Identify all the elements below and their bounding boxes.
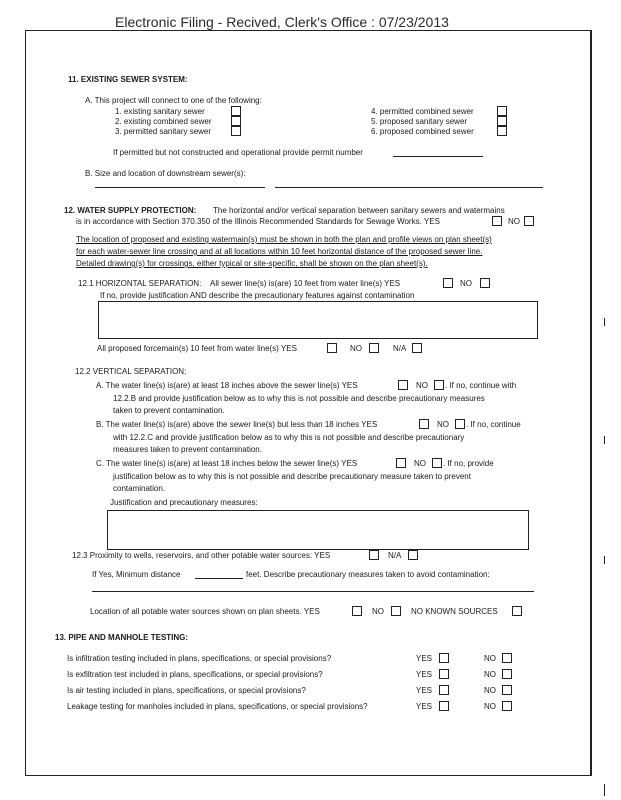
s12-2-c-yes-checkbox[interactable] xyxy=(396,458,406,468)
s12-3-na-checkbox[interactable] xyxy=(408,550,418,560)
s11-b-label: B. Size and location of downstream sewer(s): xyxy=(85,169,246,178)
forcemain-na-checkbox[interactable] xyxy=(412,343,422,353)
air-testing-no-label: NO xyxy=(484,686,496,695)
s12-2-c-no-checkbox[interactable] xyxy=(432,458,442,468)
air-testing-question: Is air testing included in plans, specifications, or special provisions? xyxy=(67,686,306,695)
s12-2-a-question: A. The water line(s) is(are) at least 18 inches above the sewer line(s) YES xyxy=(96,381,358,390)
s12-intro-2: is in accordance with Section 370.350 of the Illinois Recommended Standards for Sewage Works. YES xyxy=(76,217,440,226)
s12-1-yes-checkbox[interactable] xyxy=(443,278,453,288)
s12-1-if-no: If no, provide justification AND describe the precautionary features against contamination xyxy=(100,291,415,300)
s11-option-5-checkbox[interactable] xyxy=(497,116,507,126)
exfiltration-yes-checkbox[interactable] xyxy=(439,669,449,679)
permit-number-field[interactable] xyxy=(393,156,483,157)
s11-option-2-checkbox[interactable] xyxy=(231,116,241,126)
manhole-leakage-no-label: NO xyxy=(484,702,496,711)
potable-no-label: NO xyxy=(372,607,384,616)
s11-option-1-checkbox[interactable] xyxy=(231,106,241,116)
s12-2-c-line2: justification below as to why this is not possible and describe precautionary measure taken to prevent xyxy=(113,472,471,481)
s11-option-4: 4. permitted combined sewer xyxy=(371,107,474,116)
min-distance-field[interactable] xyxy=(195,578,243,579)
infiltration-no-checkbox[interactable] xyxy=(502,653,512,663)
s12-2-b-no-label: NO xyxy=(437,420,449,429)
air-testing-yes-checkbox[interactable] xyxy=(439,685,449,695)
vertical-justification-box[interactable] xyxy=(107,510,529,550)
precaution-field[interactable] xyxy=(92,591,534,592)
no-known-sources-checkbox[interactable] xyxy=(512,606,522,616)
s12-2-b-line3: measures taken to prevent contamination. xyxy=(113,445,262,454)
s12-1-title: 12.1 HORIZONTAL SEPARATION: xyxy=(78,279,202,288)
scan-mark xyxy=(604,436,605,444)
potable-location-question: Location of all potable water sources shown on plan sheets. YES xyxy=(90,607,320,616)
infiltration-question: Is infiltration testing included in plans, specifications, or special provisions? xyxy=(67,654,332,663)
exfiltration-no-label: NO xyxy=(484,670,496,679)
manhole-leakage-no-checkbox[interactable] xyxy=(502,701,512,711)
s12-2-a-no-label: NO xyxy=(416,381,428,390)
s12-3-yes-checkbox[interactable] xyxy=(369,550,379,560)
forcemain-no-label: NO xyxy=(350,344,362,353)
s12-2-c-question: C. The water line(s) is(are) at least 18 inches below the sewer line(s) YES xyxy=(96,459,358,468)
s12-2-b-question: B. The water line(s) is(are) above the sewer line(s) but less than 18 inches YES xyxy=(96,420,378,429)
forcemain-yes-checkbox[interactable] xyxy=(327,343,337,353)
potable-no-checkbox[interactable] xyxy=(391,606,401,616)
s12-2-a-no-checkbox[interactable] xyxy=(434,380,444,390)
exfiltration-no-checkbox[interactable] xyxy=(502,669,512,679)
section-12-title: 12. WATER SUPPLY PROTECTION: xyxy=(64,206,197,215)
s11-option-6: 6. proposed combined sewer xyxy=(371,127,474,136)
s12-2-c-tail: . If no, provide xyxy=(443,459,494,468)
potable-yes-checkbox[interactable] xyxy=(352,606,362,616)
infiltration-yes-label: YES xyxy=(416,654,433,663)
s12-2-c-no-label: NO xyxy=(414,459,426,468)
justification-label: Justification and precautionary measures: xyxy=(110,498,258,507)
filing-stamp: Electronic Filing - Recived, Clerk's Office : 07/23/2013 xyxy=(115,14,449,30)
s12-instruction-2: for each water-sewer line crossing and at all locations within 10 feet horizontal distance of the proposed sewer line. xyxy=(76,247,483,256)
s12-2-a-tail: . If no, continue with xyxy=(445,381,517,390)
no-known-sources-label: NO KNOWN SOURCES xyxy=(411,607,498,616)
manhole-leakage-question: Leakage testing for manholes included in plans, specifications, or special provisions? xyxy=(67,702,368,711)
min-distance-label: If Yes, Minimum distance xyxy=(92,570,181,579)
s12-instruction-3: Detailed drawing(s) for crossings, either typical or site-specific, shall be shown on the plan sheet(s). xyxy=(76,259,428,268)
exfiltration-yes-label: YES xyxy=(416,670,433,679)
s12-intro-1: The horizontal and/or vertical separation between sanitary sewers and watermains xyxy=(213,206,505,215)
downstream-sewer-field-1[interactable] xyxy=(95,187,265,188)
air-testing-yes-label: YES xyxy=(416,686,433,695)
permit-number-label: If permitted but not constructed and operational provide permit number xyxy=(113,148,363,157)
s11-option-3: 3. permitted sanitary sewer xyxy=(115,127,212,136)
s12-1-no-label: NO xyxy=(460,279,472,288)
s11-option-5: 5. proposed sanitary sewer xyxy=(371,117,468,126)
exfiltration-question: Is exfiltration test included in plans, specifications, or special provisions? xyxy=(67,670,323,679)
s11-option-1: 1. existing sanitary sewer xyxy=(115,107,205,116)
s11-option-4-checkbox[interactable] xyxy=(497,106,507,116)
s12-2-b-no-checkbox[interactable] xyxy=(455,419,465,429)
downstream-sewer-field-2[interactable] xyxy=(275,187,543,188)
s12-2-a-line2: 12.2.B and provide justification below as to why this is not possible and describe precautionary measures xyxy=(113,394,485,403)
s12-3-na-label: N/A xyxy=(388,551,402,560)
precaution-label: feet. Describe precautionary measures taken to avoid contamination: xyxy=(246,570,490,579)
manhole-leakage-yes-label: YES xyxy=(416,702,433,711)
s12-2-b-tail: . If no, continue xyxy=(466,420,521,429)
s12-instruction-1: The location of proposed and existing watermain(s) must be shown in both the plan and profile views on plan sheet(s) xyxy=(76,235,492,244)
s12-2-c-line3: contamination. xyxy=(113,484,166,493)
s12-3-question: 12.3 Proximity to wells, reservoirs, and other potable water sources: YES xyxy=(72,551,331,560)
s11-option-2: 2. existing combined sewer xyxy=(115,117,212,126)
s12-2-b-yes-checkbox[interactable] xyxy=(419,419,429,429)
manhole-leakage-yes-checkbox[interactable] xyxy=(439,701,449,711)
s12-no-label: NO xyxy=(508,217,520,226)
scan-mark xyxy=(604,318,605,326)
infiltration-no-label: NO xyxy=(484,654,496,663)
air-testing-no-checkbox[interactable] xyxy=(502,685,512,695)
section-13-title: 13. PIPE AND MANHOLE TESTING: xyxy=(55,633,189,642)
s12-2-title: 12.2 VERTICAL SEPARATION: xyxy=(75,367,187,376)
scan-mark xyxy=(604,556,605,564)
forcemain-no-checkbox[interactable] xyxy=(369,343,379,353)
s12-1-forcemain-question: All proposed forcemain(s) 10 feet from water line(s) YES xyxy=(97,344,297,353)
infiltration-yes-checkbox[interactable] xyxy=(439,653,449,663)
s12-2-b-line2: with 12.2.C and provide justification below as to why this is not possible and describe precautionary xyxy=(113,433,465,442)
s12-2-a-yes-checkbox[interactable] xyxy=(398,380,408,390)
section-11-title: 11. EXISTING SEWER SYSTEM: xyxy=(68,75,188,84)
s11-option-3-checkbox[interactable] xyxy=(231,126,241,136)
s12-2-a-line3: taken to prevent contamination. xyxy=(113,406,225,415)
s11-a-intro: A. This project will connect to one of the following: xyxy=(85,96,262,105)
s12-1-question: All sewer line(s) is(are) 10 feet from water line(s) YES xyxy=(210,279,401,288)
scan-mark xyxy=(604,784,605,796)
s11-option-6-checkbox[interactable] xyxy=(497,126,507,136)
forcemain-na-label: N/A xyxy=(393,344,407,353)
s12-no-checkbox[interactable] xyxy=(524,216,534,226)
s12-1-no-checkbox[interactable] xyxy=(480,278,490,288)
s12-yes-checkbox[interactable] xyxy=(492,216,502,226)
s12-1-justification-box[interactable] xyxy=(98,301,538,339)
